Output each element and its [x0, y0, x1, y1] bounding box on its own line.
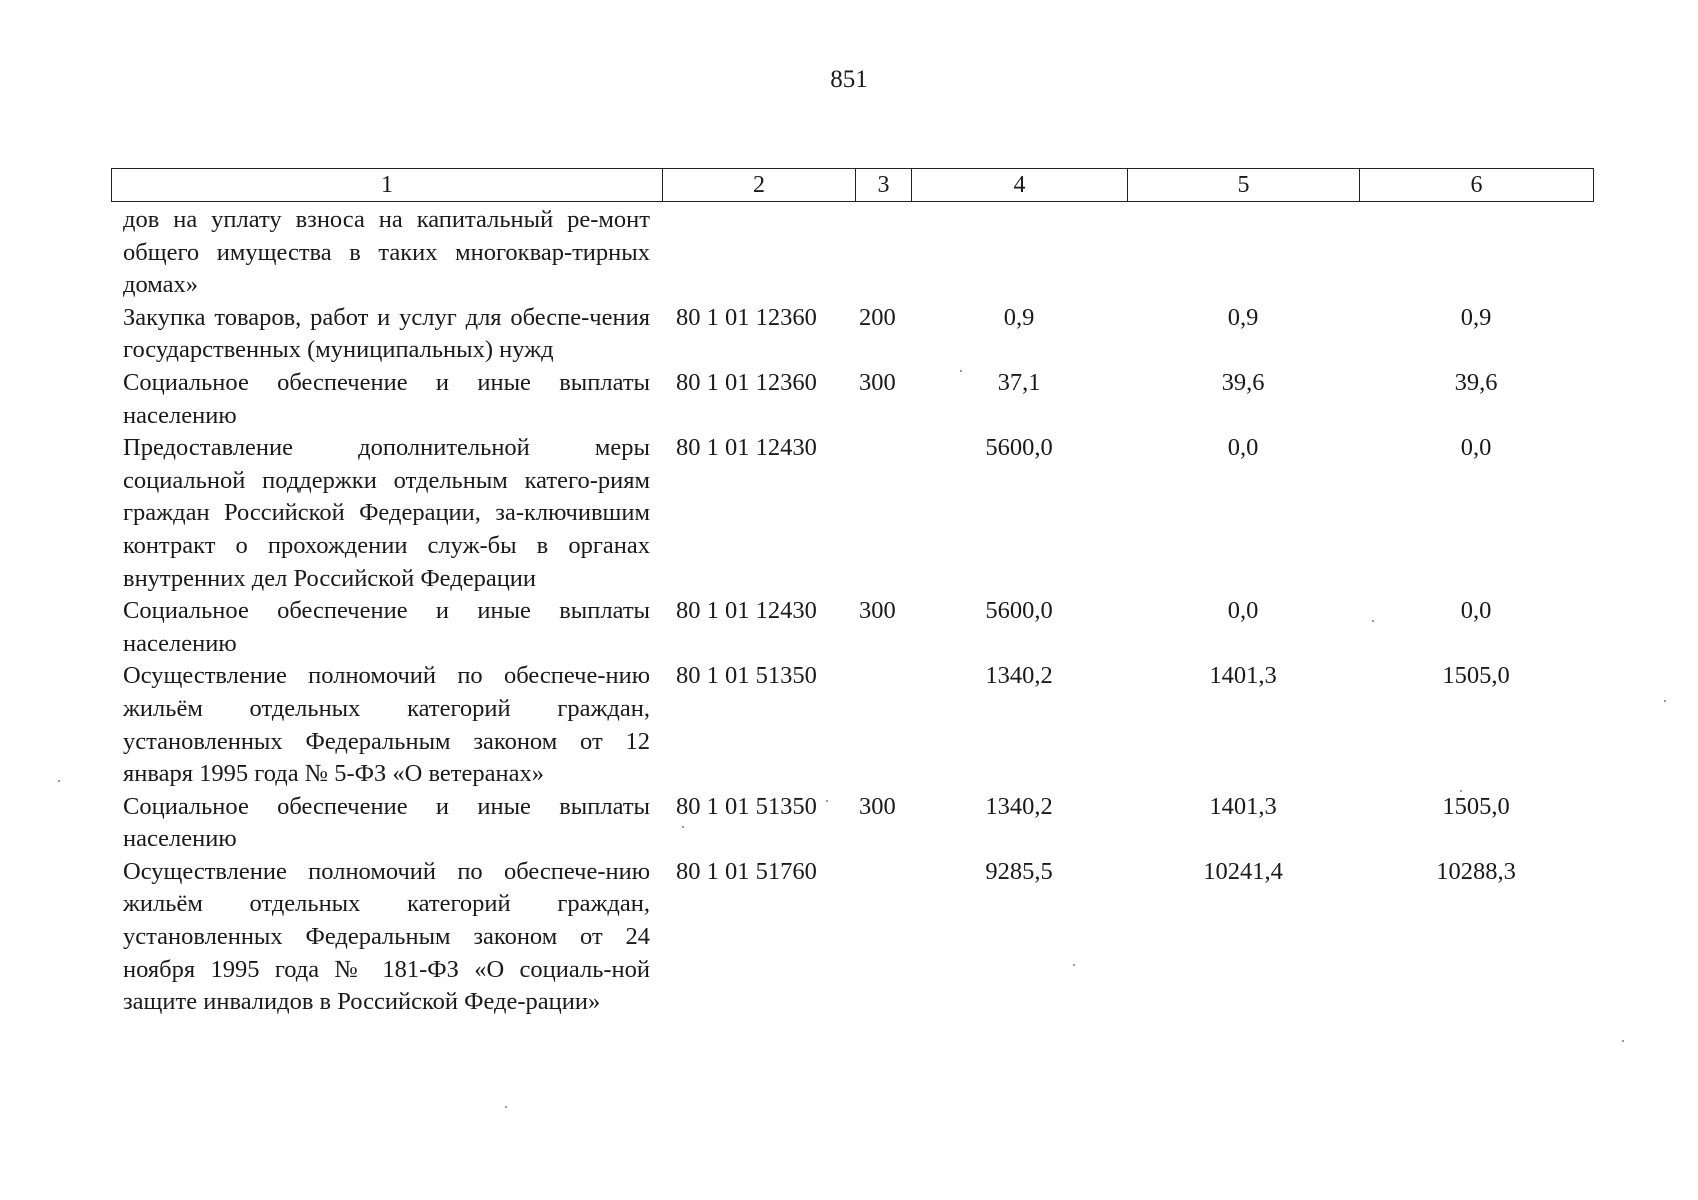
row-description: Предоставление дополнительной меры социальной поддержки отдельным катего-риям граждан Российской Федерации, за-ключившим контракт о прохождении служ-бы в органах внутренних дел Российской Федерации	[123, 434, 650, 592]
table-header	[111, 168, 1594, 202]
row-description: Осуществление полномочий по обеспече-нию жильём отдельных категорий граждан, установленных Федеральным законом от 24 ноября 1995 года № 181-ФЗ «О социаль-ной защите инвалидов в Российской Феде-рации»	[123, 857, 650, 1016]
row-value-col5: 0,0	[1227, 434, 1259, 462]
row-expense-type	[855, 856, 911, 1019]
row-target-code: 80 1 01 51350	[676, 662, 817, 690]
row-value-col6: 0,0	[1460, 597, 1492, 625]
row-description: дов на уплату взноса на капитальный ре-монт общего имущества в таких многоквар-тирных домах»	[123, 206, 650, 299]
row-value-col6: 0,0	[1460, 434, 1492, 462]
scan-speck	[1372, 620, 1374, 622]
row-value-col6: 39,6	[1454, 368, 1498, 396]
row-expense-type	[855, 660, 911, 790]
scan-speck	[682, 826, 684, 828]
row-value-col6	[1359, 204, 1593, 302]
table-row	[111, 432, 1593, 595]
row-value-col5: 10241,4	[1203, 857, 1283, 885]
scan-speck	[505, 1106, 507, 1108]
table-row	[111, 302, 1593, 367]
row-expense-type: 300	[859, 597, 896, 625]
table-row	[111, 856, 1593, 1019]
row-expense-type: 200	[859, 303, 896, 331]
page-number: 851	[830, 66, 868, 93]
row-value-col5	[1127, 204, 1359, 302]
scan-speck	[826, 800, 828, 802]
row-value-col5: 39,6	[1221, 368, 1265, 396]
column-header-6: 6	[1360, 169, 1594, 202]
scan-speck	[1622, 1040, 1624, 1042]
table-row	[111, 367, 1593, 432]
scan-speck	[1664, 700, 1666, 702]
row-value-col4: 9285,5	[985, 857, 1053, 885]
column-header-5: 5	[1128, 169, 1360, 202]
row-target-code: 80 1 01 12430	[676, 597, 817, 625]
row-value-col6: 1505,0	[1442, 662, 1510, 690]
row-value-col4: 1340,2	[985, 792, 1053, 820]
row-value-col6: 10288,3	[1436, 857, 1516, 885]
row-value-col6: 0,9	[1460, 303, 1492, 331]
row-description: Социальное обеспечение и иные выплаты населению	[123, 792, 650, 853]
scan-speck	[960, 370, 962, 372]
row-value-col4: 37,1	[997, 368, 1041, 396]
row-value-col4: 1340,2	[985, 662, 1053, 690]
row-value-col4: 5600,0	[985, 434, 1053, 462]
row-target-code: 80 1 01 12360	[676, 303, 817, 331]
row-description: Социальное обеспечение и иные выплаты населению	[123, 597, 650, 657]
column-header-4: 4	[912, 169, 1128, 202]
row-description: Закупка товаров, работ и услуг для обеспе-чения государственных (муниципальных) нужд	[123, 303, 650, 364]
row-expense-type: 300	[859, 792, 896, 820]
row-target-code: 80 1 01 12430	[676, 434, 817, 462]
row-value-col4: 0,9	[1003, 303, 1035, 331]
scan-speck	[1073, 964, 1075, 966]
row-value-col4: 5600,0	[985, 597, 1053, 625]
column-header-1: 1	[112, 169, 663, 202]
row-target-code: 80 1 01 51760	[676, 857, 817, 885]
row-target-code	[662, 204, 855, 302]
row-value-col5: 1401,3	[1209, 792, 1277, 820]
row-value-col4	[911, 204, 1127, 302]
row-target-code: 80 1 01 51350	[676, 792, 817, 820]
table-row	[111, 791, 1593, 856]
header-row	[112, 169, 1594, 202]
scan-speck	[58, 780, 60, 782]
row-value-col5: 1401,3	[1209, 662, 1277, 690]
row-description: Осуществление полномочий по обеспече-нию жильём отдельных категорий граждан, установленных Федеральным законом от 12 января 1995 года № 5-ФЗ «О ветеранах»	[123, 662, 650, 788]
column-header-3: 3	[856, 169, 912, 202]
row-expense-type	[855, 204, 911, 302]
row-description: Социальное обеспечение и иные выплаты населению	[123, 368, 650, 429]
row-value-col5: 0,9	[1227, 303, 1259, 331]
budget-table	[111, 204, 1593, 1019]
table-row	[111, 595, 1593, 660]
scan-speck	[1460, 790, 1462, 792]
row-value-col5: 0,0	[1227, 597, 1259, 625]
row-target-code: 80 1 01 12360	[676, 368, 817, 396]
table-row	[111, 204, 1593, 302]
column-header-2: 2	[663, 169, 856, 202]
row-value-col6: 1505,0	[1442, 792, 1510, 820]
table-row	[111, 660, 1593, 790]
row-expense-type: 300	[859, 368, 896, 396]
row-expense-type	[855, 432, 911, 595]
table-body	[111, 204, 1593, 1019]
